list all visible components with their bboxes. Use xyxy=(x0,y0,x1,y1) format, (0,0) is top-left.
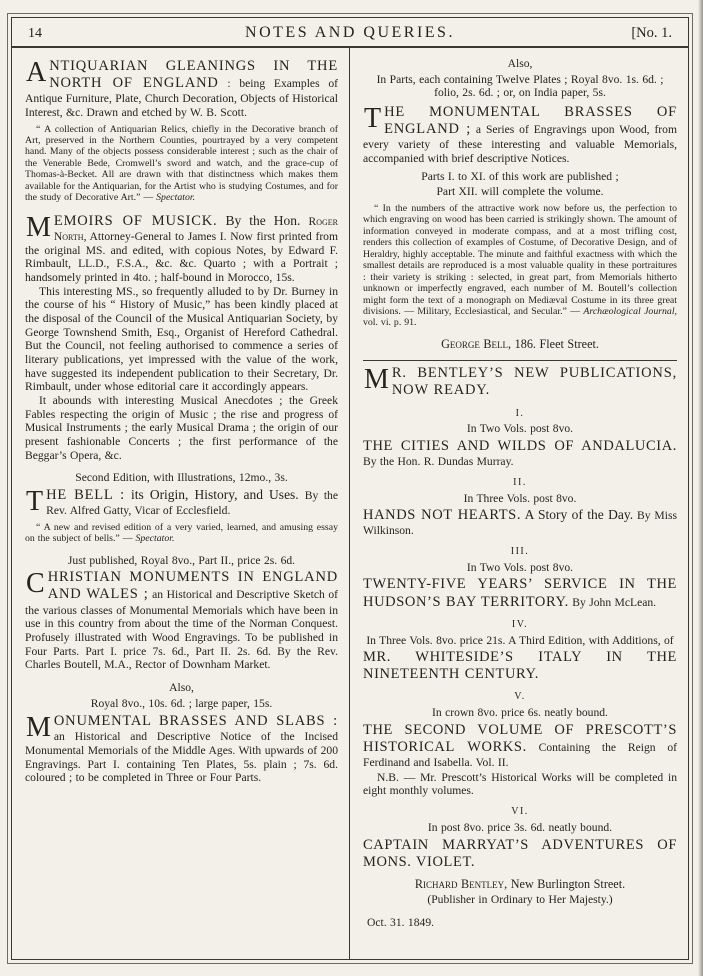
dropcap-letter: T xyxy=(364,103,382,135)
review-quote-text: “ A new and revised edition of a very varied, learned, and amusing essay on the subject of bells.” — xyxy=(25,521,338,545)
ad-body-text: By the Rev. Alfred Gatty, Vicar of Ecclesfield. xyxy=(46,488,338,518)
format-price-line: In Parts, each containing Twelve Plates ; Royal 8vo. 1s. 6d. ; folio, 2s. 6d. ; or, on India paper, 5s. xyxy=(376,72,664,100)
bentley-item-1 xyxy=(363,408,677,469)
page-outer-border xyxy=(7,13,693,964)
ad-title: EMOIRS OF MUSICK. xyxy=(53,212,218,229)
ad-lead-paragraph xyxy=(363,365,677,399)
ad-the-bell xyxy=(25,487,338,545)
item-format: In Two Vols. post 8vo. xyxy=(466,422,574,436)
ad-lead-paragraph xyxy=(25,213,338,285)
publisher-address: New Burlington Street. xyxy=(507,876,626,891)
issue-number: [No. 1. xyxy=(631,25,672,41)
book-title: HANDS NOT HEARTS. xyxy=(363,507,522,524)
review-quote xyxy=(25,124,338,204)
ad-title-rest: its Origin, History, and Uses. xyxy=(124,486,305,502)
ad-title: NTIQUARIAN GLEANINGS IN THE NORTH OF ENGLAND xyxy=(49,58,338,92)
book-title: MR. WHITESIDE’S ITALY IN THE NINETEENTH CENTURY. xyxy=(363,649,677,683)
item-title-paragraph xyxy=(363,576,677,610)
parts-published-line: Part XII. will complete the volume. xyxy=(436,185,604,199)
ad-antiquarian-gleanings xyxy=(25,58,338,204)
journal-title: NOTES AND QUERIES. xyxy=(245,24,455,41)
book-title: THE CITIES AND WILDS OF ANDALUCIA. xyxy=(363,437,677,454)
section-divider xyxy=(363,360,677,361)
ad-title-rest: By the Hon. xyxy=(217,212,309,228)
format-price-line: Royal 8vo., 10s. 6d. ; large paper, 15s. xyxy=(90,696,273,710)
bentley-item-6 xyxy=(363,806,677,871)
review-quote-source: Spectator. xyxy=(135,533,175,545)
review-quote xyxy=(363,203,677,329)
bentley-item-4 xyxy=(363,619,677,684)
ad-body-text: an Historical and Descriptive Sketch of the various classes of Monumental Memorials which have been in use in this country from about the time of the Norman Conquest. Profusely illustrated with Wood Engravings. To be published in Four Parts. Part I. price 7s. 6d., Part II. 2s. 6d. By the Rev. Charles Boutell, M.A., Rector of Downham Market. xyxy=(25,588,338,672)
ad-monumental-brasses-of-england xyxy=(363,104,677,351)
dropcap-letter: T xyxy=(26,485,44,517)
dropcap-letter: A xyxy=(26,57,47,88)
ad-body-text: , Attorney-General to James I. Now first printed from the original MS. and edited, with copious Notes, by Edward F. Rimbault, LL.D., F.S.A., &c. &c. Quarto ; with a Portrait ; handsomely printed in 4to. ; half-bound in Morocco, 15s. xyxy=(25,229,338,284)
dropcap-letter: M xyxy=(26,211,51,243)
columns xyxy=(12,48,688,959)
item-number: II. xyxy=(513,476,527,488)
ad-title: HRISTIAN MONUMENTS IN ENGLAND AND WALES ; xyxy=(47,569,338,603)
also-line: Also, xyxy=(169,680,194,694)
dropcap-letter: C xyxy=(26,568,45,600)
item-format: In post 8vo. price 3s. 6d. neatly bound. xyxy=(427,820,613,834)
edition-line: Second Edition, with Illustrations, 12mo., 3s. xyxy=(75,471,288,485)
book-title: THE SECOND VOLUME OF PRESCOTT’S HISTORICAL WORKS. xyxy=(363,721,677,755)
item-number: I. xyxy=(515,407,525,419)
review-quote-source: Spectator. xyxy=(156,192,196,204)
ad-monumental-brasses-slabs xyxy=(25,713,338,785)
book-byline: By John McLean. xyxy=(568,595,657,609)
ad-title: HE BELL : xyxy=(46,486,125,503)
ad-body-text: : being Examples of Antique Furniture, Plate, Church Decoration, Objects of Historical Interest, &c. Drawn and etched by W. B. Scott. xyxy=(25,77,338,119)
ad-bentley-publications xyxy=(363,365,677,929)
ad-paragraph: This interesting MS., so frequently alluded to by Dr. Burney in the course of his “ History of Music,” has been kindly placed at the disposal of the Council of the Musical Antiquarian Society, by George Townshend Smith, Esq., Organist of Hereford Cathedral. But the Council, not feeling authorised to commence a series of literary publications, yet impressed with the value of the work, have suggested its independent publication to their Secretary, Dr. Rimbault, under whose editorial care it accordingly appears. xyxy=(25,284,338,394)
item-note: N.B. — Mr. Prescott’s Historical Works will be completed in eight monthly volumes. xyxy=(363,770,677,798)
item-format: In Three Vols. 8vo. price 21s. A Third Edition, with Additions, of xyxy=(366,633,674,647)
book-byline: By the Hon. R. Dundas Murray. xyxy=(363,455,514,469)
publisher-line xyxy=(363,337,677,351)
publisher-address: 186. Fleet Street. xyxy=(511,336,599,351)
book-byline: By Miss Wilkinson. xyxy=(363,509,677,538)
item-title-paragraph xyxy=(363,649,677,683)
ad-lead-paragraph xyxy=(25,569,338,672)
item-number: VI. xyxy=(511,806,529,818)
book-byline: Containing the Reign of Ferdinand and Isabella. Vol. II. xyxy=(363,740,677,770)
ad-body-text: an Historical and Descriptive Notice of the Incised Monumental Memorials of the Middle Ages. With upwards of 200 Engravings. Part I. containing Ten Plates, 5s. plain ; 7s. 6d. coloured ; to be completed in Three or Four Parts. xyxy=(25,730,338,785)
review-quote xyxy=(25,522,338,545)
ad-lead-paragraph xyxy=(363,104,677,166)
dropcap-letter: M xyxy=(364,364,389,396)
item-title-paragraph xyxy=(363,507,677,538)
review-quote-source: Archæological Journal, xyxy=(583,306,677,317)
publisher-name: Richard Bentley, xyxy=(414,876,508,891)
publisher-line xyxy=(363,877,677,891)
item-format: In crown 8vo. price 6s. neatly bound. xyxy=(432,706,608,720)
ad-memoirs-of-musick xyxy=(25,213,338,463)
ad-paragraph: It abounds with interesting Musical Anecdotes ; the Greek Fables respecting the origin of Music ; the rise and progress of Musical Instruments ; the early Musical Drama ; the origin of our present fashionable Concerts ; the first performance of the Beggar’s Opera, &c. xyxy=(25,393,338,462)
item-title-paragraph xyxy=(363,837,677,871)
left-column xyxy=(12,48,350,959)
item-format: In Two Vols. post 8vo. xyxy=(466,560,574,574)
ad-lead-paragraph xyxy=(25,713,338,785)
item-number: V. xyxy=(514,691,526,703)
ad-title: ONUMENTAL BRASSES AND SLABS : xyxy=(53,713,338,730)
parts-published-line: Parts I. to XI. of this work are published ; xyxy=(421,169,619,183)
item-number: III. xyxy=(510,546,530,558)
ad-title: R. BENTLEY’S NEW PUBLICATIONS, NOW READY. xyxy=(391,365,677,399)
item-title-paragraph xyxy=(363,722,677,770)
publisher-name: George Bell, xyxy=(441,336,512,351)
item-title-paragraph xyxy=(363,438,677,469)
book-title: TWENTY-FIVE YEARS’ SERVICE IN THE HUDSON’S BAY TERRITORY. xyxy=(363,576,677,610)
publisher-note: (Publisher in Ordinary to Her Majesty.) xyxy=(427,893,613,907)
masthead xyxy=(12,18,688,48)
book-subtitle: A Story of the Day. xyxy=(521,507,634,523)
item-format: In Three Vols. post 8vo. xyxy=(463,491,577,505)
item-number: IV. xyxy=(511,618,529,630)
page-inner-border xyxy=(11,17,689,960)
bentley-item-2 xyxy=(363,477,677,538)
right-column xyxy=(350,48,688,959)
bentley-item-3 xyxy=(363,546,677,611)
review-quote-reference: vol. vi. p. 91. xyxy=(363,317,417,329)
ad-lead-paragraph xyxy=(25,487,338,518)
ad-christian-monuments xyxy=(25,569,338,672)
bentley-item-5 xyxy=(363,691,677,798)
page-number: 14 xyxy=(28,26,42,41)
ad-title: HE MONUMENTAL BRASSES OF ENGLAND ; xyxy=(384,104,677,138)
scan-page-edge-shadow xyxy=(698,0,703,976)
also-line: Also, xyxy=(507,57,533,70)
ad-lead-paragraph xyxy=(25,58,338,120)
author-name: Roger North xyxy=(53,214,338,243)
review-quote-text: “ A collection of Antiquarian Relics, chiefly in the Decorative branch of Art, preserved in the Northern Counties, pourtrayed by a very competent hand. Many of the objects possess considerable interest ; such as the chair of the Venerable Bede, Cromwell’s sword and watch, and the grace-cup of Thomas-à-Becket. All are drawn with that distinctness which makes them available for the Antiquarian, for the Artist who is studying Costumes, and for the study of Decorative Art.” — xyxy=(25,123,338,204)
dropcap-letter: M xyxy=(26,712,51,744)
publication-date: Oct. 31. 1849. xyxy=(367,915,435,929)
publication-line: Just published, Royal 8vo., Part II., price 2s. 6d. xyxy=(67,553,296,567)
book-title: CAPTAIN MARRYAT’S ADVENTURES OF MONS. VIOLET. xyxy=(363,836,677,870)
ad-body-text: a Series of Engravings upon Wood, from every variety of these interesting and valuable Memorials, accompanied with brief descriptive Notices. xyxy=(363,123,677,165)
review-quote-text: “ In the numbers of the attractive work now before us, the perfection to which engraving on wood has been carried is strikingly shown. The amount of information conveyed in moderate compass, and at a most trifling cost, renders this collection of examples of Costume, of Decorative Design, and of Heraldry, highly acceptable. The minute and faithful exactness with which the smallest details are reproduced is a most valuable quality in these portraitures : their variety is striking : selected, in great part, from Memorials hitherto unknown or imperfectly engraved, each number of M. Boutell’s collection might form the text of a monograph on Mediæval Costume in its three great divisions. — Military, Ecclesiastical, and Secular.” — xyxy=(363,202,677,317)
